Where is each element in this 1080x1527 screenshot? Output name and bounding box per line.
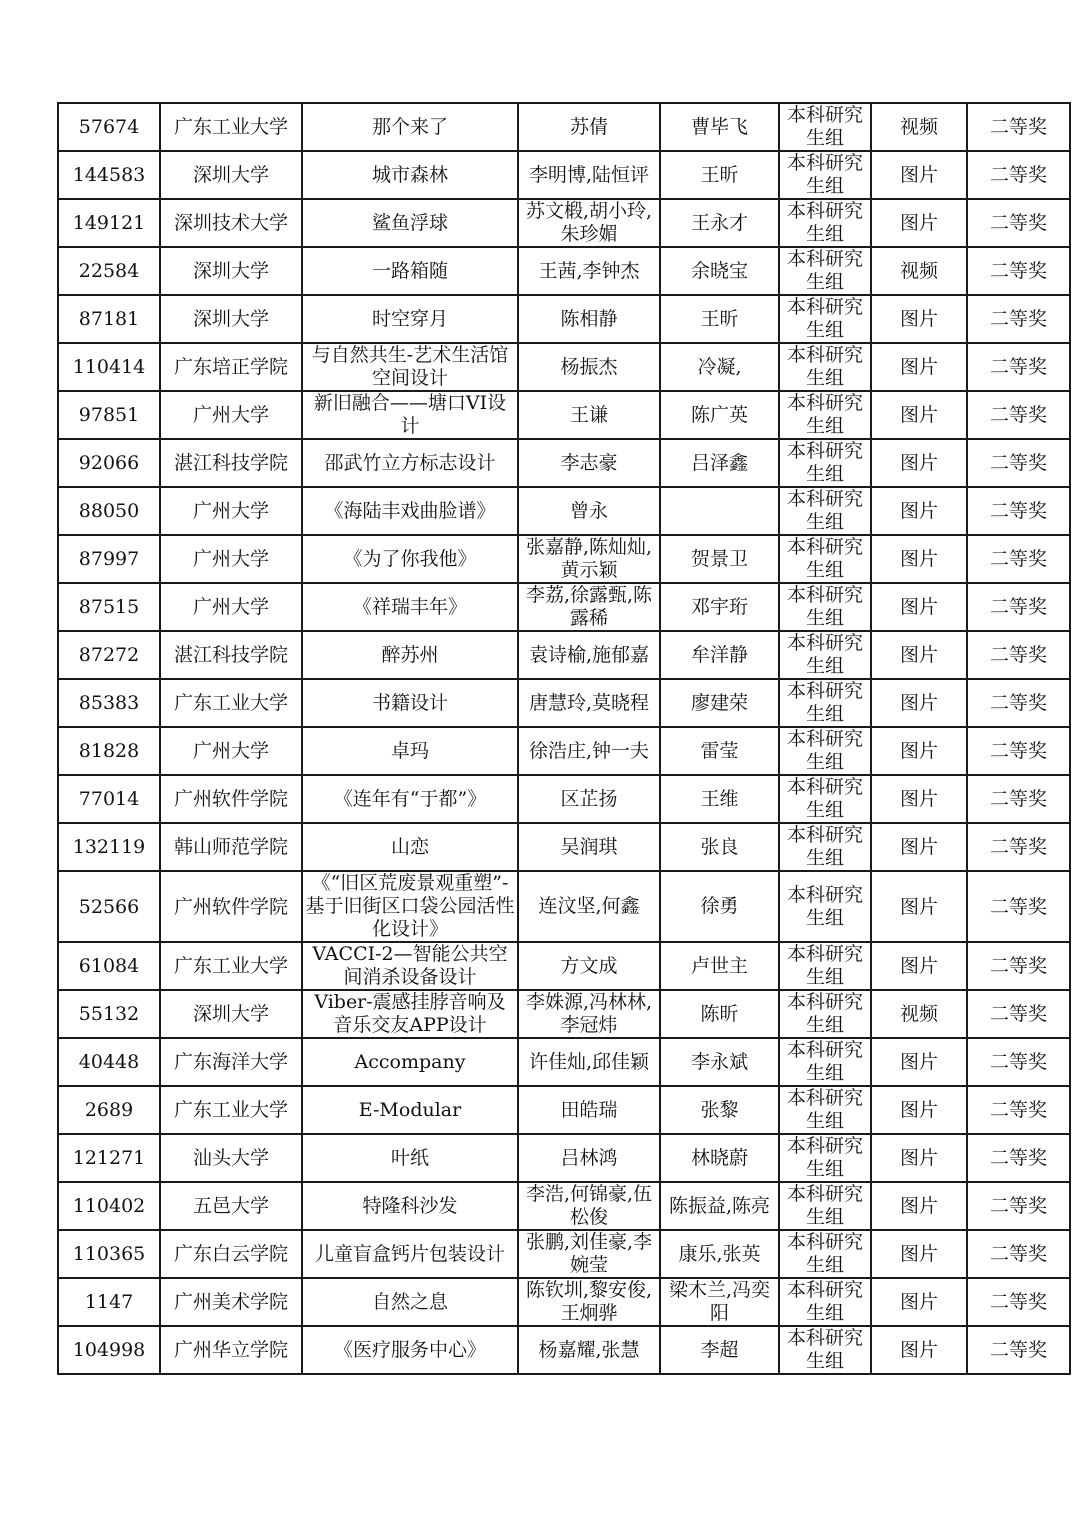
work-title-cell: 《医疗服务中心》 [302,1326,518,1374]
authors-cell: 李志豪 [518,439,660,487]
work-type-cell: 图片 [871,871,967,942]
group-cell: 本科研究生组 [779,1182,871,1230]
work-type-cell: 图片 [871,631,967,679]
group-cell: 本科研究生组 [779,103,871,151]
entry-id-cell: 110402 [58,1182,160,1230]
table-row [58,1182,1070,1230]
school-cell: 广州软件学院 [160,871,302,942]
work-title-cell: E-Modular [302,1086,518,1134]
table-row [58,990,1070,1038]
award-cell: 二等奖 [967,199,1070,247]
entry-id-cell: 52566 [58,871,160,942]
work-type-cell: 视频 [871,247,967,295]
authors-cell: 张鹏,刘佳豪,李婉莹 [518,1230,660,1278]
school-cell: 广东工业大学 [160,942,302,990]
table-row [58,1326,1070,1374]
award-cell: 二等奖 [967,1326,1070,1374]
advisor-cell: 张良 [660,823,779,871]
table-row [58,679,1070,727]
advisor-cell: 陈广英 [660,391,779,439]
authors-cell: 区芷扬 [518,775,660,823]
work-type-cell: 图片 [871,942,967,990]
work-title-cell: 山恋 [302,823,518,871]
table-row [58,1278,1070,1326]
award-cell: 二等奖 [967,631,1070,679]
work-title-cell: 叶纸 [302,1134,518,1182]
award-cell: 二等奖 [967,1134,1070,1182]
award-cell: 二等奖 [967,1230,1070,1278]
entry-id-cell: 22584 [58,247,160,295]
advisor-cell: 康乐,张英 [660,1230,779,1278]
authors-cell: 唐慧玲,莫晓程 [518,679,660,727]
group-cell: 本科研究生组 [779,679,871,727]
work-title-cell: 鲨鱼浮球 [302,199,518,247]
entry-id-cell: 87272 [58,631,160,679]
advisor-cell: 吕泽鑫 [660,439,779,487]
advisor-cell: 余晓宝 [660,247,779,295]
table-row [58,487,1070,535]
group-cell: 本科研究生组 [779,1038,871,1086]
group-cell: 本科研究生组 [779,631,871,679]
award-cell: 二等奖 [967,990,1070,1038]
work-type-cell: 图片 [871,487,967,535]
school-cell: 广州美术学院 [160,1278,302,1326]
school-cell: 湛江科技学院 [160,631,302,679]
entry-id-cell: 77014 [58,775,160,823]
school-cell: 广东培正学院 [160,343,302,391]
work-title-cell: 《为了你我他》 [302,535,518,583]
table-row [58,535,1070,583]
authors-cell: 吕林鸿 [518,1134,660,1182]
table-row [58,1038,1070,1086]
award-cell: 二等奖 [967,942,1070,990]
advisor-cell: 王昕 [660,151,779,199]
group-cell: 本科研究生组 [779,990,871,1038]
advisor-cell: 贺景卫 [660,535,779,583]
work-title-cell: 《连年有“于都”》 [302,775,518,823]
school-cell: 广州华立学院 [160,1326,302,1374]
school-cell: 韩山师范学院 [160,823,302,871]
work-title-cell: 那个来了 [302,103,518,151]
group-cell: 本科研究生组 [779,727,871,775]
group-cell: 本科研究生组 [779,439,871,487]
authors-cell: 徐浩庄,钟一夫 [518,727,660,775]
authors-cell: 李浩,何锦豪,伍松俊 [518,1182,660,1230]
advisor-cell: 陈振益,陈亮 [660,1182,779,1230]
table-row [58,1230,1070,1278]
authors-cell: 李明博,陆恒评 [518,151,660,199]
award-cell: 二等奖 [967,151,1070,199]
work-title-cell: 《“旧区荒废景观重塑”-基于旧街区口袋公园活性化设计》 [302,871,518,942]
work-type-cell: 图片 [871,1278,967,1326]
authors-cell: 袁诗榆,施郁嘉 [518,631,660,679]
group-cell: 本科研究生组 [779,247,871,295]
entry-id-cell: 121271 [58,1134,160,1182]
award-cell: 二等奖 [967,439,1070,487]
table-row [58,871,1070,942]
advisor-cell: 林晓蔚 [660,1134,779,1182]
school-cell: 广州大学 [160,391,302,439]
advisor-cell: 廖建荣 [660,679,779,727]
entry-id-cell: 57674 [58,103,160,151]
table-row [58,727,1070,775]
work-type-cell: 图片 [871,1230,967,1278]
authors-cell: 苏文椴,胡小玲,朱珍媚 [518,199,660,247]
school-cell: 广东工业大学 [160,679,302,727]
entry-id-cell: 88050 [58,487,160,535]
table-row [58,103,1070,151]
work-type-cell: 图片 [871,1134,967,1182]
entry-id-cell: 92066 [58,439,160,487]
awards-table-body [58,103,1070,1374]
work-title-cell: 特隆科沙发 [302,1182,518,1230]
entry-id-cell: 55132 [58,990,160,1038]
table-row [58,199,1070,247]
entry-id-cell: 87181 [58,295,160,343]
work-type-cell: 图片 [871,199,967,247]
group-cell: 本科研究生组 [779,295,871,343]
entry-id-cell: 104998 [58,1326,160,1374]
award-cell: 二等奖 [967,487,1070,535]
school-cell: 深圳大学 [160,247,302,295]
work-title-cell: 自然之息 [302,1278,518,1326]
work-type-cell: 图片 [871,775,967,823]
authors-cell: 田皓瑞 [518,1086,660,1134]
group-cell: 本科研究生组 [779,583,871,631]
table-row [58,343,1070,391]
work-type-cell: 图片 [871,1038,967,1086]
advisor-cell: 王维 [660,775,779,823]
work-title-cell: 书籍设计 [302,679,518,727]
group-cell: 本科研究生组 [779,942,871,990]
work-type-cell: 图片 [871,151,967,199]
school-cell: 汕头大学 [160,1134,302,1182]
advisor-cell: 陈昕 [660,990,779,1038]
advisor-cell: 冷凝, [660,343,779,391]
entry-id-cell: 149121 [58,199,160,247]
award-cell: 二等奖 [967,583,1070,631]
work-title-cell: VACCI-2—智能公共空间消杀设备设计 [302,942,518,990]
group-cell: 本科研究生组 [779,391,871,439]
school-cell: 广东工业大学 [160,103,302,151]
authors-cell: 方文成 [518,942,660,990]
table-row [58,631,1070,679]
awards-table [57,102,1071,1375]
award-cell: 二等奖 [967,823,1070,871]
school-cell: 深圳大学 [160,151,302,199]
group-cell: 本科研究生组 [779,775,871,823]
award-cell: 二等奖 [967,679,1070,727]
entry-id-cell: 40448 [58,1038,160,1086]
group-cell: 本科研究生组 [779,1230,871,1278]
work-title-cell: 与自然共生-艺术生活馆空间设计 [302,343,518,391]
entry-id-cell: 2689 [58,1086,160,1134]
group-cell: 本科研究生组 [779,151,871,199]
advisor-cell: 李永斌 [660,1038,779,1086]
advisor-cell: 雷莹 [660,727,779,775]
award-cell: 二等奖 [967,295,1070,343]
authors-cell: 王茜,李钟杰 [518,247,660,295]
advisor-cell: 王永才 [660,199,779,247]
authors-cell: 张嘉静,陈灿灿,黄示颖 [518,535,660,583]
advisor-cell: 李超 [660,1326,779,1374]
group-cell: 本科研究生组 [779,1326,871,1374]
advisor-cell: 梁木兰,冯奕阳 [660,1278,779,1326]
school-cell: 五邑大学 [160,1182,302,1230]
school-cell: 湛江科技学院 [160,439,302,487]
table-row [58,775,1070,823]
group-cell: 本科研究生组 [779,343,871,391]
group-cell: 本科研究生组 [779,1134,871,1182]
advisor-cell: 张黎 [660,1086,779,1134]
school-cell: 深圳大学 [160,295,302,343]
advisor-cell: 曹毕飞 [660,103,779,151]
school-cell: 广东工业大学 [160,1086,302,1134]
authors-cell: 李姝源,冯林林,李冠炜 [518,990,660,1038]
award-cell: 二等奖 [967,247,1070,295]
work-type-cell: 图片 [871,343,967,391]
advisor-cell [660,487,779,535]
work-type-cell: 图片 [871,679,967,727]
entry-id-cell: 1147 [58,1278,160,1326]
authors-cell: 曾永 [518,487,660,535]
work-title-cell: 新旧融合——塘口VI设计 [302,391,518,439]
authors-cell: 许佳灿,邱佳颖 [518,1038,660,1086]
table-row [58,1134,1070,1182]
school-cell: 广州大学 [160,535,302,583]
work-type-cell: 图片 [871,535,967,583]
work-title-cell: Viber-震感挂脖音响及音乐交友APP设计 [302,990,518,1038]
award-cell: 二等奖 [967,871,1070,942]
work-title-cell: 《祥瑞丰年》 [302,583,518,631]
entry-id-cell: 61084 [58,942,160,990]
award-cell: 二等奖 [967,1038,1070,1086]
award-cell: 二等奖 [967,727,1070,775]
award-cell: 二等奖 [967,103,1070,151]
work-title-cell: 卓玛 [302,727,518,775]
group-cell: 本科研究生组 [779,199,871,247]
school-cell: 广东海洋大学 [160,1038,302,1086]
school-cell: 广州大学 [160,583,302,631]
authors-cell: 王谦 [518,391,660,439]
advisor-cell: 王昕 [660,295,779,343]
work-type-cell: 图片 [871,727,967,775]
award-cell: 二等奖 [967,775,1070,823]
award-cell: 二等奖 [967,535,1070,583]
group-cell: 本科研究生组 [779,823,871,871]
award-cell: 二等奖 [967,1278,1070,1326]
table-row [58,583,1070,631]
table-row [58,247,1070,295]
school-cell: 广东白云学院 [160,1230,302,1278]
work-title-cell: 醉苏州 [302,631,518,679]
entry-id-cell: 144583 [58,151,160,199]
authors-cell: 陈钦圳,黎安俊,王炯骅 [518,1278,660,1326]
work-type-cell: 图片 [871,439,967,487]
entry-id-cell: 81828 [58,727,160,775]
entry-id-cell: 85383 [58,679,160,727]
work-type-cell: 图片 [871,1326,967,1374]
work-type-cell: 图片 [871,583,967,631]
award-cell: 二等奖 [967,1182,1070,1230]
group-cell: 本科研究生组 [779,487,871,535]
entry-id-cell: 97851 [58,391,160,439]
table-row [58,1086,1070,1134]
award-cell: 二等奖 [967,391,1070,439]
authors-cell: 陈相静 [518,295,660,343]
table-row [58,942,1070,990]
school-cell: 广州软件学院 [160,775,302,823]
authors-cell: 吴润琪 [518,823,660,871]
entry-id-cell: 87515 [58,583,160,631]
work-type-cell: 视频 [871,103,967,151]
work-title-cell: 儿童盲盒钙片包装设计 [302,1230,518,1278]
table-row [58,823,1070,871]
authors-cell: 李荔,徐露甄,陈露稀 [518,583,660,631]
table-row [58,295,1070,343]
entry-id-cell: 87997 [58,535,160,583]
group-cell: 本科研究生组 [779,1086,871,1134]
school-cell: 广州大学 [160,487,302,535]
authors-cell: 苏倩 [518,103,660,151]
work-title-cell: 《海陆丰戏曲脸谱》 [302,487,518,535]
entry-id-cell: 132119 [58,823,160,871]
work-type-cell: 图片 [871,1086,967,1134]
award-cell: 二等奖 [967,343,1070,391]
entry-id-cell: 110365 [58,1230,160,1278]
work-title-cell: 时空穿月 [302,295,518,343]
work-title-cell: 一路箱随 [302,247,518,295]
authors-cell: 杨嘉耀,张慧 [518,1326,660,1374]
advisor-cell: 牟洋静 [660,631,779,679]
award-cell: 二等奖 [967,1086,1070,1134]
group-cell: 本科研究生组 [779,1278,871,1326]
group-cell: 本科研究生组 [779,535,871,583]
school-cell: 广州大学 [160,727,302,775]
table-row [58,391,1070,439]
work-type-cell: 图片 [871,295,967,343]
work-title-cell: 城市森林 [302,151,518,199]
table-row [58,151,1070,199]
work-type-cell: 图片 [871,1182,967,1230]
work-type-cell: 图片 [871,391,967,439]
table-row [58,439,1070,487]
work-title-cell: 邵武竹立方标志设计 [302,439,518,487]
work-type-cell: 图片 [871,823,967,871]
work-title-cell: Accompany [302,1038,518,1086]
advisor-cell: 邓宇珩 [660,583,779,631]
entry-id-cell: 110414 [58,343,160,391]
advisor-cell: 卢世主 [660,942,779,990]
authors-cell: 杨振杰 [518,343,660,391]
school-cell: 深圳大学 [160,990,302,1038]
work-type-cell: 视频 [871,990,967,1038]
authors-cell: 连汶坚,何鑫 [518,871,660,942]
group-cell: 本科研究生组 [779,871,871,942]
school-cell: 深圳技术大学 [160,199,302,247]
advisor-cell: 徐勇 [660,871,779,942]
